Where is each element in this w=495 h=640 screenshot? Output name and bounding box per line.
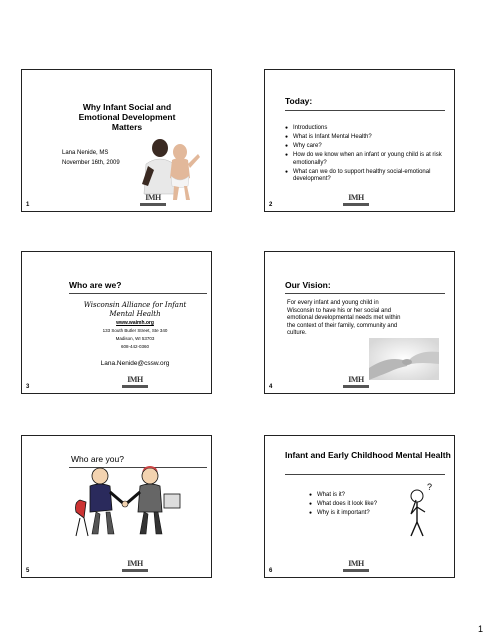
slide-number: 3 [26,384,30,390]
list-item: ● Why care? [285,143,443,151]
handshake-clipart [66,462,186,540]
imh-logo: IMH [343,376,369,389]
slide-number: 6 [269,568,273,574]
title-underline [285,293,445,294]
org-address-line-2: Madison, WI 53703 [115,336,155,341]
slide-number: 2 [269,202,273,208]
topic-list [309,492,409,519]
slide-number: 5 [26,568,30,574]
list-item: ● Why is it important? [309,510,409,518]
slide-1-presenter: Lana Nenide, MS [62,150,109,156]
slide-6 [264,435,455,578]
slide-3-title: Who are we? [69,280,122,290]
slide-5-title: Who are you? [71,454,124,464]
org-phone: 608-442-0360 [120,344,150,349]
slide-1-title: Why Infant Social and Emotional Development Matters [78,102,176,132]
vision-text: For every infant and young child in Wisconsin to have his or her social and emotional developmental needs met within the context of their family, community and culture. [287,300,401,336]
list-item: ● Introductions [285,125,443,133]
agenda-list [285,125,443,185]
imh-logo: IMH [122,560,148,573]
slide-6-title: Infant and Early Childhood Mental Health [285,450,451,460]
org-name: Wisconsin Alliance for Infant Mental Health [83,301,187,318]
imh-logo: IMH [343,560,369,573]
title-underline [69,293,207,294]
hands-photo [369,338,439,380]
org-address-line-1: 133 South Butler Street, Ste 340 [102,328,168,333]
slide-5 [21,435,212,578]
slide-number: 1 [26,202,30,208]
list-item: ● What is Infant Mental Health? [285,134,443,142]
title-underline [285,110,445,111]
slide-4 [264,251,455,394]
slide-1 [21,69,212,212]
svg-text:?: ? [427,482,433,492]
slide-2 [264,69,455,212]
list-item: ● What can we do to support healthy social-emotional development? [285,169,443,184]
list-item: ● How do we know when an infant or young child is at risk emotionally? [285,152,443,167]
slide-number: 4 [269,384,273,390]
imh-logo: IMH [343,194,369,207]
slide-3 [21,251,212,394]
imh-logo: IMH [122,376,148,389]
list-item: ● What is it? [309,492,409,500]
page-number: 1 [477,624,483,634]
slide-1-date: November 16th, 2009 [62,160,120,166]
title-underline [285,474,445,475]
org-website: www.waimh.org [116,320,154,326]
slide-4-title: Our Vision: [285,280,331,290]
imh-logo: IMH [140,194,166,207]
thinking-figure-clipart [403,480,439,540]
slide-2-title: Today: [285,96,313,106]
list-item: ● What does it look like? [309,501,409,509]
presenter-email: Lana.Nenide@cssw.org [100,360,170,367]
